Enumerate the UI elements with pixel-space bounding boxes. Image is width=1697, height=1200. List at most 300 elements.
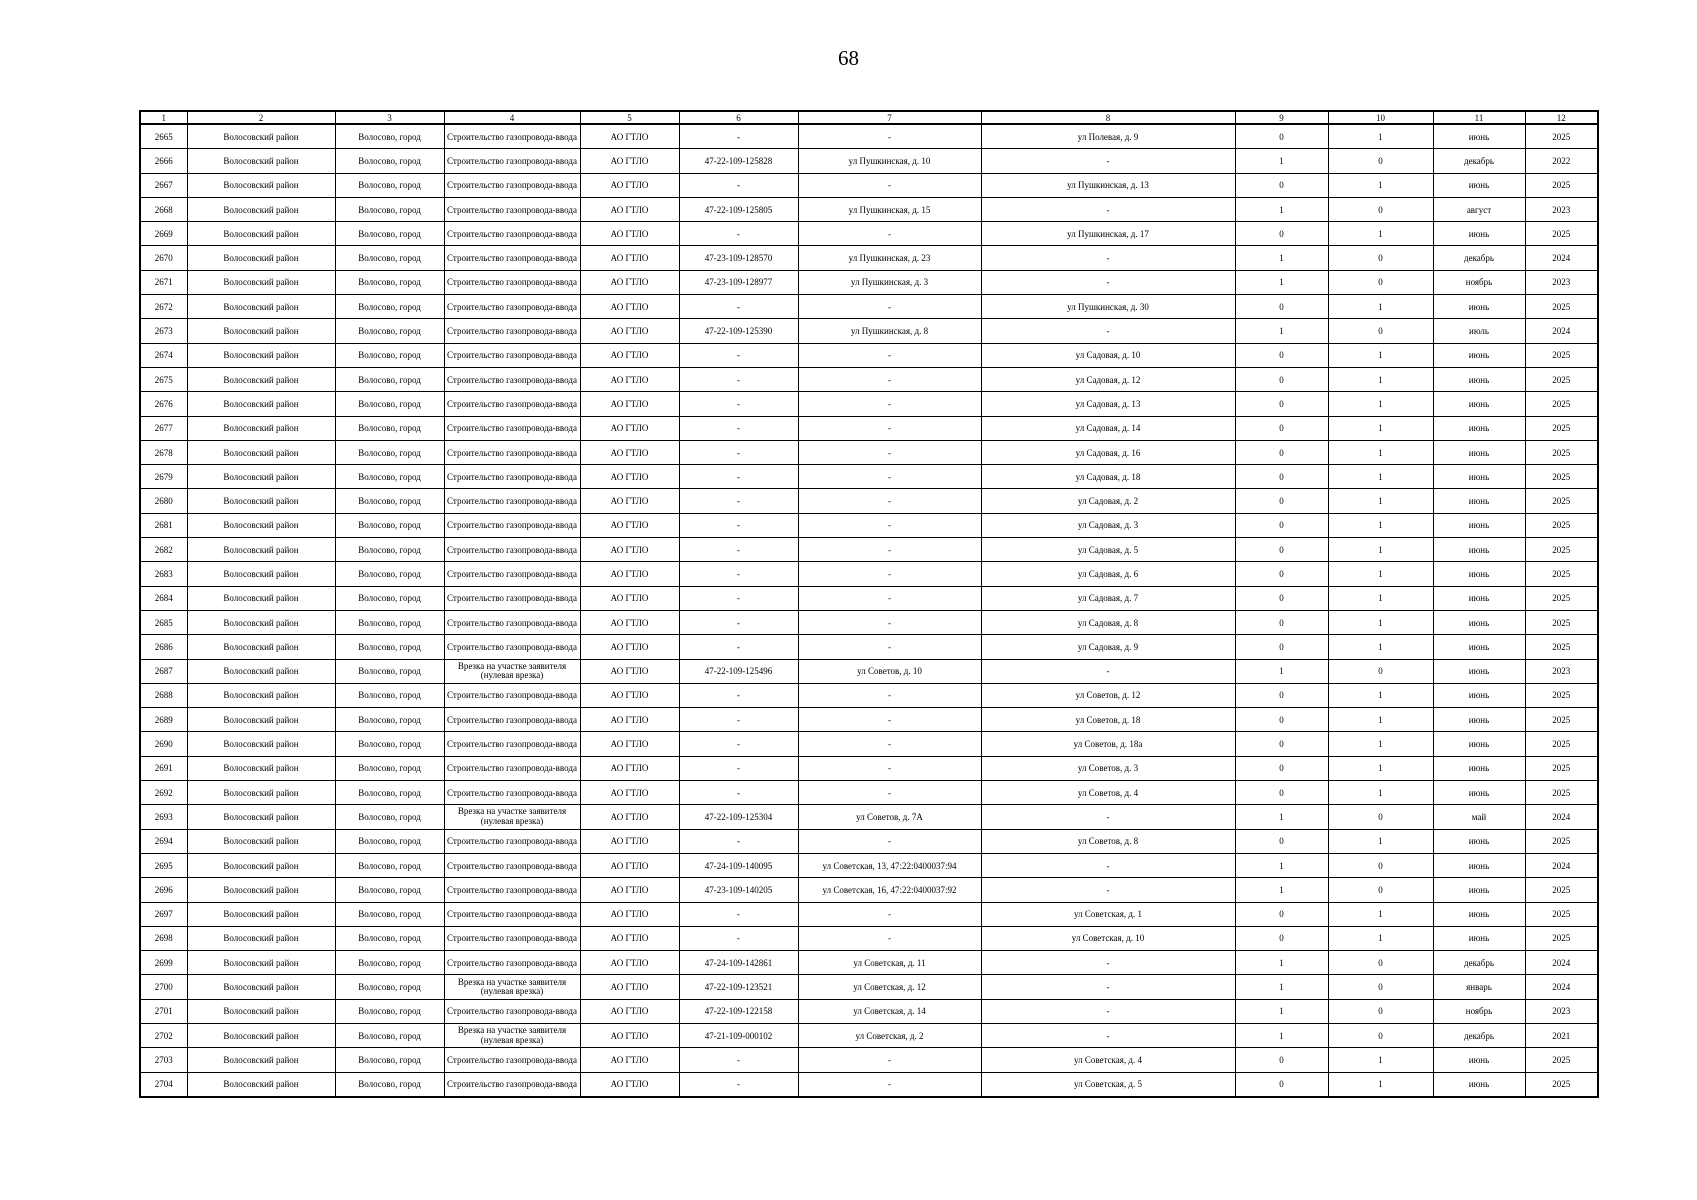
cell-locality: Волосово, город <box>335 1072 444 1097</box>
cell-address-planned: ул Пушкинская, д. 30 <box>981 295 1235 319</box>
cell-work-type: Строительство газопровода-ввода <box>444 440 580 464</box>
column-header: 1 <box>140 111 187 124</box>
cell-address-planned: - <box>981 319 1235 343</box>
cell-count-b: 1 <box>1328 124 1433 149</box>
cell-number: 2683 <box>140 562 187 586</box>
cell-permit-number: - <box>679 829 798 853</box>
table-row <box>140 902 1598 926</box>
cell-district: Волосовский район <box>187 951 335 975</box>
cell-address-connected: ул Советская, д. 2 <box>798 1023 981 1047</box>
cell-year: 2025 <box>1525 708 1598 732</box>
cell-count-a: 0 <box>1235 489 1328 513</box>
cell-address-planned: ул Советов, д. 8 <box>981 829 1235 853</box>
cell-work-type: Строительство газопровода-ввода <box>444 270 580 294</box>
header-row <box>140 111 1598 124</box>
cell-number: 2671 <box>140 270 187 294</box>
cell-locality: Волосово, город <box>335 392 444 416</box>
cell-number: 2682 <box>140 538 187 562</box>
cell-work-type: Строительство газопровода-ввода <box>444 562 580 586</box>
cell-organization: АО ГТЛО <box>580 1072 679 1097</box>
cell-month: июнь <box>1433 222 1525 246</box>
cell-count-b: 1 <box>1328 781 1433 805</box>
cell-count-b: 1 <box>1328 829 1433 853</box>
cell-year: 2021 <box>1525 1023 1598 1047</box>
cell-permit-number: 47-22-109-122158 <box>679 999 798 1023</box>
cell-month: январь <box>1433 975 1525 999</box>
cell-address-connected: - <box>798 416 981 440</box>
cell-district: Волосовский район <box>187 465 335 489</box>
cell-count-a: 0 <box>1235 683 1328 707</box>
table-row <box>140 149 1598 173</box>
table-row <box>140 781 1598 805</box>
cell-permit-number: - <box>679 732 798 756</box>
cell-year: 2025 <box>1525 465 1598 489</box>
cell-count-a: 0 <box>1235 538 1328 562</box>
cell-count-b: 0 <box>1328 149 1433 173</box>
cell-address-connected: - <box>798 392 981 416</box>
cell-address-connected: - <box>798 489 981 513</box>
cell-work-type: Строительство газопровода-ввода <box>444 367 580 391</box>
cell-address-planned: - <box>981 878 1235 902</box>
cell-locality: Волосово, город <box>335 683 444 707</box>
cell-number: 2704 <box>140 1072 187 1097</box>
cell-work-type: Строительство газопровода-ввода <box>444 878 580 902</box>
cell-count-a: 0 <box>1235 562 1328 586</box>
cell-district: Волосовский район <box>187 610 335 634</box>
cell-organization: АО ГТЛО <box>580 635 679 659</box>
cell-organization: АО ГТЛО <box>580 902 679 926</box>
cell-address-connected: ул Пушкинская, д. 3 <box>798 270 981 294</box>
cell-year: 2023 <box>1525 270 1598 294</box>
cell-address-planned: - <box>981 805 1235 829</box>
cell-address-planned: ул Советов, д. 18а <box>981 732 1235 756</box>
cell-permit-number: 47-22-109-125304 <box>679 805 798 829</box>
table-row <box>140 197 1598 221</box>
cell-address-connected: - <box>798 635 981 659</box>
cell-count-a: 0 <box>1235 1072 1328 1097</box>
table-row <box>140 878 1598 902</box>
cell-district: Волосовский район <box>187 489 335 513</box>
cell-locality: Волосово, город <box>335 295 444 319</box>
table-row <box>140 708 1598 732</box>
cell-organization: АО ГТЛО <box>580 951 679 975</box>
cell-number: 2674 <box>140 343 187 367</box>
cell-locality: Волосово, город <box>335 197 444 221</box>
cell-work-type: Строительство газопровода-ввода <box>444 732 580 756</box>
table-row <box>140 319 1598 343</box>
cell-permit-number: - <box>679 610 798 634</box>
cell-month: июнь <box>1433 124 1525 149</box>
cell-permit-number: 47-22-109-125496 <box>679 659 798 683</box>
cell-address-connected: - <box>798 781 981 805</box>
cell-address-connected: - <box>798 562 981 586</box>
cell-work-type: Строительство газопровода-ввода <box>444 392 580 416</box>
cell-number: 2701 <box>140 999 187 1023</box>
cell-locality: Волосово, город <box>335 149 444 173</box>
cell-year: 2025 <box>1525 586 1598 610</box>
cell-month: июнь <box>1433 732 1525 756</box>
cell-district: Волосовский район <box>187 586 335 610</box>
cell-month: июнь <box>1433 926 1525 950</box>
cell-number: 2666 <box>140 149 187 173</box>
cell-number: 2694 <box>140 829 187 853</box>
column-header: 7 <box>798 111 981 124</box>
cell-month: декабрь <box>1433 246 1525 270</box>
table-row <box>140 173 1598 197</box>
column-header: 8 <box>981 111 1235 124</box>
cell-organization: АО ГТЛО <box>580 586 679 610</box>
table-row <box>140 1048 1598 1072</box>
cell-organization: АО ГТЛО <box>580 756 679 780</box>
column-header: 2 <box>187 111 335 124</box>
cell-organization: АО ГТЛО <box>580 659 679 683</box>
cell-month: июнь <box>1433 878 1525 902</box>
cell-district: Волосовский район <box>187 440 335 464</box>
cell-work-type: Строительство газопровода-ввода <box>444 465 580 489</box>
cell-district: Волосовский район <box>187 367 335 391</box>
cell-month: июнь <box>1433 902 1525 926</box>
cell-work-type: Строительство газопровода-ввода <box>444 829 580 853</box>
cell-district: Волосовский район <box>187 149 335 173</box>
cell-locality: Волосово, город <box>335 270 444 294</box>
cell-locality: Волосово, город <box>335 659 444 683</box>
cell-number: 2700 <box>140 975 187 999</box>
cell-month: июнь <box>1433 343 1525 367</box>
cell-district: Волосовский район <box>187 562 335 586</box>
column-header: 4 <box>444 111 580 124</box>
cell-address-planned: - <box>981 246 1235 270</box>
cell-work-type: Врезка на участке заявителя (нулевая врезка) <box>444 805 580 829</box>
cell-permit-number: - <box>679 173 798 197</box>
cell-number: 2668 <box>140 197 187 221</box>
cell-district: Волосовский район <box>187 902 335 926</box>
cell-permit-number: - <box>679 562 798 586</box>
cell-district: Волосовский район <box>187 732 335 756</box>
cell-year: 2025 <box>1525 416 1598 440</box>
cell-work-type: Строительство газопровода-ввода <box>444 489 580 513</box>
cell-address-connected: - <box>798 513 981 537</box>
cell-locality: Волосово, город <box>335 367 444 391</box>
cell-year: 2025 <box>1525 295 1598 319</box>
cell-count-a: 0 <box>1235 902 1328 926</box>
column-header: 6 <box>679 111 798 124</box>
cell-number: 2680 <box>140 489 187 513</box>
cell-work-type: Врезка на участке заявителя (нулевая врезка) <box>444 1023 580 1047</box>
cell-district: Волосовский район <box>187 878 335 902</box>
cell-district: Волосовский район <box>187 270 335 294</box>
cell-work-type: Строительство газопровода-ввода <box>444 610 580 634</box>
cell-count-b: 0 <box>1328 659 1433 683</box>
cell-locality: Волосово, город <box>335 343 444 367</box>
cell-district: Волосовский район <box>187 513 335 537</box>
cell-address-connected: - <box>798 222 981 246</box>
cell-count-a: 1 <box>1235 149 1328 173</box>
cell-count-b: 1 <box>1328 367 1433 391</box>
cell-address-connected: - <box>798 173 981 197</box>
cell-district: Волосовский район <box>187 756 335 780</box>
cell-address-planned: ул Садовая, д. 7 <box>981 586 1235 610</box>
cell-year: 2025 <box>1525 513 1598 537</box>
cell-year: 2025 <box>1525 781 1598 805</box>
cell-count-a: 1 <box>1235 878 1328 902</box>
cell-count-a: 0 <box>1235 440 1328 464</box>
cell-address-planned: ул Советов, д. 12 <box>981 683 1235 707</box>
cell-organization: АО ГТЛО <box>580 197 679 221</box>
cell-number: 2685 <box>140 610 187 634</box>
cell-address-planned: - <box>981 1023 1235 1047</box>
cell-year: 2022 <box>1525 149 1598 173</box>
cell-work-type: Строительство газопровода-ввода <box>444 246 580 270</box>
cell-month: июль <box>1433 319 1525 343</box>
cell-permit-number: - <box>679 586 798 610</box>
cell-work-type: Строительство газопровода-ввода <box>444 708 580 732</box>
cell-address-planned: - <box>981 270 1235 294</box>
cell-district: Волосовский район <box>187 708 335 732</box>
cell-month: июнь <box>1433 416 1525 440</box>
cell-count-b: 1 <box>1328 295 1433 319</box>
cell-count-b: 1 <box>1328 683 1433 707</box>
table-row <box>140 538 1598 562</box>
cell-work-type: Строительство газопровода-ввода <box>444 926 580 950</box>
cell-count-b: 0 <box>1328 1023 1433 1047</box>
cell-address-connected: - <box>798 756 981 780</box>
cell-number: 2695 <box>140 853 187 877</box>
cell-district: Волосовский район <box>187 683 335 707</box>
cell-district: Волосовский район <box>187 1048 335 1072</box>
cell-organization: АО ГТЛО <box>580 295 679 319</box>
cell-address-connected: - <box>798 829 981 853</box>
cell-month: июнь <box>1433 538 1525 562</box>
cell-address-connected: ул Советов, д. 7А <box>798 805 981 829</box>
cell-work-type: Врезка на участке заявителя (нулевая врезка) <box>444 659 580 683</box>
cell-address-connected: - <box>798 586 981 610</box>
cell-number: 2673 <box>140 319 187 343</box>
table-row <box>140 829 1598 853</box>
cell-count-b: 0 <box>1328 878 1433 902</box>
cell-work-type: Строительство газопровода-ввода <box>444 683 580 707</box>
cell-count-b: 0 <box>1328 270 1433 294</box>
column-header: 3 <box>335 111 444 124</box>
column-header: 5 <box>580 111 679 124</box>
cell-district: Волосовский район <box>187 222 335 246</box>
cell-number: 2691 <box>140 756 187 780</box>
cell-address-planned: ул Садовая, д. 13 <box>981 392 1235 416</box>
cell-address-planned: ул Пушкинская, д. 17 <box>981 222 1235 246</box>
cell-address-planned: ул Садовая, д. 2 <box>981 489 1235 513</box>
cell-address-planned: ул Садовая, д. 6 <box>981 562 1235 586</box>
cell-work-type: Строительство газопровода-ввода <box>444 295 580 319</box>
column-header: 9 <box>1235 111 1328 124</box>
cell-count-a: 1 <box>1235 659 1328 683</box>
cell-address-connected: - <box>798 124 981 149</box>
table-row <box>140 805 1598 829</box>
cell-organization: АО ГТЛО <box>580 270 679 294</box>
column-header: 12 <box>1525 111 1598 124</box>
cell-district: Волосовский район <box>187 124 335 149</box>
cell-work-type: Строительство газопровода-ввода <box>444 319 580 343</box>
cell-district: Волосовский район <box>187 173 335 197</box>
cell-organization: АО ГТЛО <box>580 465 679 489</box>
cell-count-b: 1 <box>1328 416 1433 440</box>
cell-address-planned: - <box>981 999 1235 1023</box>
cell-permit-number: 47-22-109-125390 <box>679 319 798 343</box>
cell-count-a: 0 <box>1235 295 1328 319</box>
cell-locality: Волосово, город <box>335 319 444 343</box>
cell-locality: Волосово, город <box>335 829 444 853</box>
cell-district: Волосовский район <box>187 197 335 221</box>
cell-count-b: 1 <box>1328 222 1433 246</box>
cell-address-connected: - <box>798 343 981 367</box>
cell-organization: АО ГТЛО <box>580 683 679 707</box>
cell-month: июнь <box>1433 829 1525 853</box>
cell-count-b: 0 <box>1328 197 1433 221</box>
cell-locality: Волосово, город <box>335 538 444 562</box>
cell-count-b: 1 <box>1328 902 1433 926</box>
table-row <box>140 489 1598 513</box>
cell-work-type: Строительство газопровода-ввода <box>444 1072 580 1097</box>
cell-work-type: Строительство газопровода-ввода <box>444 343 580 367</box>
cell-locality: Волосово, город <box>335 562 444 586</box>
cell-locality: Волосово, город <box>335 902 444 926</box>
cell-permit-number: - <box>679 295 798 319</box>
cell-permit-number: - <box>679 902 798 926</box>
cell-address-connected: ул Советская, д. 11 <box>798 951 981 975</box>
table-row <box>140 975 1598 999</box>
cell-count-a: 0 <box>1235 781 1328 805</box>
cell-organization: АО ГТЛО <box>580 878 679 902</box>
cell-count-b: 0 <box>1328 951 1433 975</box>
cell-permit-number: - <box>679 635 798 659</box>
cell-month: июнь <box>1433 781 1525 805</box>
cell-year: 2025 <box>1525 829 1598 853</box>
table-row <box>140 343 1598 367</box>
cell-number: 2675 <box>140 367 187 391</box>
cell-locality: Волосово, город <box>335 951 444 975</box>
cell-count-b: 1 <box>1328 513 1433 537</box>
cell-work-type: Строительство газопровода-ввода <box>444 586 580 610</box>
cell-address-connected: ул Пушкинская, д. 23 <box>798 246 981 270</box>
table-row <box>140 610 1598 634</box>
cell-number: 2688 <box>140 683 187 707</box>
page-number: 68 <box>838 46 859 70</box>
cell-month: июнь <box>1433 610 1525 634</box>
cell-address-connected: - <box>798 1072 981 1097</box>
cell-permit-number: 47-24-109-142861 <box>679 951 798 975</box>
cell-permit-number: - <box>679 926 798 950</box>
cell-address-connected: - <box>798 295 981 319</box>
table-row <box>140 124 1598 149</box>
cell-year: 2024 <box>1525 951 1598 975</box>
cell-year: 2024 <box>1525 246 1598 270</box>
cell-locality: Волосово, город <box>335 173 444 197</box>
cell-permit-number: - <box>679 440 798 464</box>
cell-count-a: 0 <box>1235 392 1328 416</box>
cell-year: 2023 <box>1525 999 1598 1023</box>
cell-address-planned: - <box>981 975 1235 999</box>
cell-permit-number: 47-24-109-140095 <box>679 853 798 877</box>
cell-month: июнь <box>1433 1048 1525 1072</box>
cell-address-planned: - <box>981 853 1235 877</box>
cell-permit-number: 47-22-109-125805 <box>679 197 798 221</box>
cell-count-b: 1 <box>1328 489 1433 513</box>
table-row <box>140 951 1598 975</box>
cell-organization: АО ГТЛО <box>580 538 679 562</box>
cell-address-connected: ул Пушкинская, д. 15 <box>798 197 981 221</box>
cell-district: Волосовский район <box>187 926 335 950</box>
cell-locality: Волосово, город <box>335 975 444 999</box>
cell-address-connected: ул Советская, д. 14 <box>798 999 981 1023</box>
cell-locality: Волосово, город <box>335 222 444 246</box>
cell-year: 2025 <box>1525 562 1598 586</box>
cell-month: ноябрь <box>1433 270 1525 294</box>
cell-district: Волосовский район <box>187 343 335 367</box>
cell-work-type: Строительство газопровода-ввода <box>444 513 580 537</box>
column-header: 11 <box>1433 111 1525 124</box>
table-row <box>140 635 1598 659</box>
table-row <box>140 999 1598 1023</box>
table-row <box>140 1072 1598 1097</box>
cell-address-connected: - <box>798 538 981 562</box>
cell-work-type: Строительство газопровода-ввода <box>444 756 580 780</box>
cell-district: Волосовский район <box>187 975 335 999</box>
cell-count-a: 0 <box>1235 610 1328 634</box>
cell-year: 2025 <box>1525 440 1598 464</box>
cell-locality: Волосово, город <box>335 246 444 270</box>
cell-organization: АО ГТЛО <box>580 367 679 391</box>
cell-address-connected: ул Пушкинская, д. 10 <box>798 149 981 173</box>
cell-permit-number: - <box>679 513 798 537</box>
cell-month: июнь <box>1433 513 1525 537</box>
cell-address-planned: ул Садовая, д. 9 <box>981 635 1235 659</box>
cell-year: 2025 <box>1525 635 1598 659</box>
cell-year: 2025 <box>1525 756 1598 780</box>
cell-locality: Волосово, город <box>335 489 444 513</box>
cell-work-type: Строительство газопровода-ввода <box>444 538 580 562</box>
cell-number: 2669 <box>140 222 187 246</box>
cell-locality: Волосово, город <box>335 610 444 634</box>
cell-number: 2702 <box>140 1023 187 1047</box>
cell-number: 2703 <box>140 1048 187 1072</box>
table-row <box>140 1023 1598 1047</box>
cell-count-b: 1 <box>1328 465 1433 489</box>
cell-address-connected: ул Советская, 16, 47:22:0400037:92 <box>798 878 981 902</box>
cell-permit-number: - <box>679 756 798 780</box>
cell-locality: Волосово, город <box>335 586 444 610</box>
gas-connection-register-table <box>139 110 1599 1098</box>
cell-locality: Волосово, город <box>335 708 444 732</box>
cell-organization: АО ГТЛО <box>580 562 679 586</box>
cell-year: 2024 <box>1525 319 1598 343</box>
cell-permit-number: - <box>679 367 798 391</box>
cell-count-a: 1 <box>1235 853 1328 877</box>
cell-locality: Волосово, город <box>335 465 444 489</box>
cell-permit-number: 47-22-109-123521 <box>679 975 798 999</box>
cell-district: Волосовский район <box>187 319 335 343</box>
cell-district: Волосовский район <box>187 853 335 877</box>
cell-district: Волосовский район <box>187 246 335 270</box>
cell-organization: АО ГТЛО <box>580 805 679 829</box>
table-row <box>140 367 1598 391</box>
cell-locality: Волосово, город <box>335 781 444 805</box>
cell-year: 2025 <box>1525 538 1598 562</box>
cell-year: 2025 <box>1525 489 1598 513</box>
cell-locality: Волосово, город <box>335 124 444 149</box>
cell-count-b: 1 <box>1328 732 1433 756</box>
cell-work-type: Строительство газопровода-ввода <box>444 149 580 173</box>
cell-locality: Волосово, город <box>335 1048 444 1072</box>
cell-month: июнь <box>1433 586 1525 610</box>
cell-organization: АО ГТЛО <box>580 149 679 173</box>
